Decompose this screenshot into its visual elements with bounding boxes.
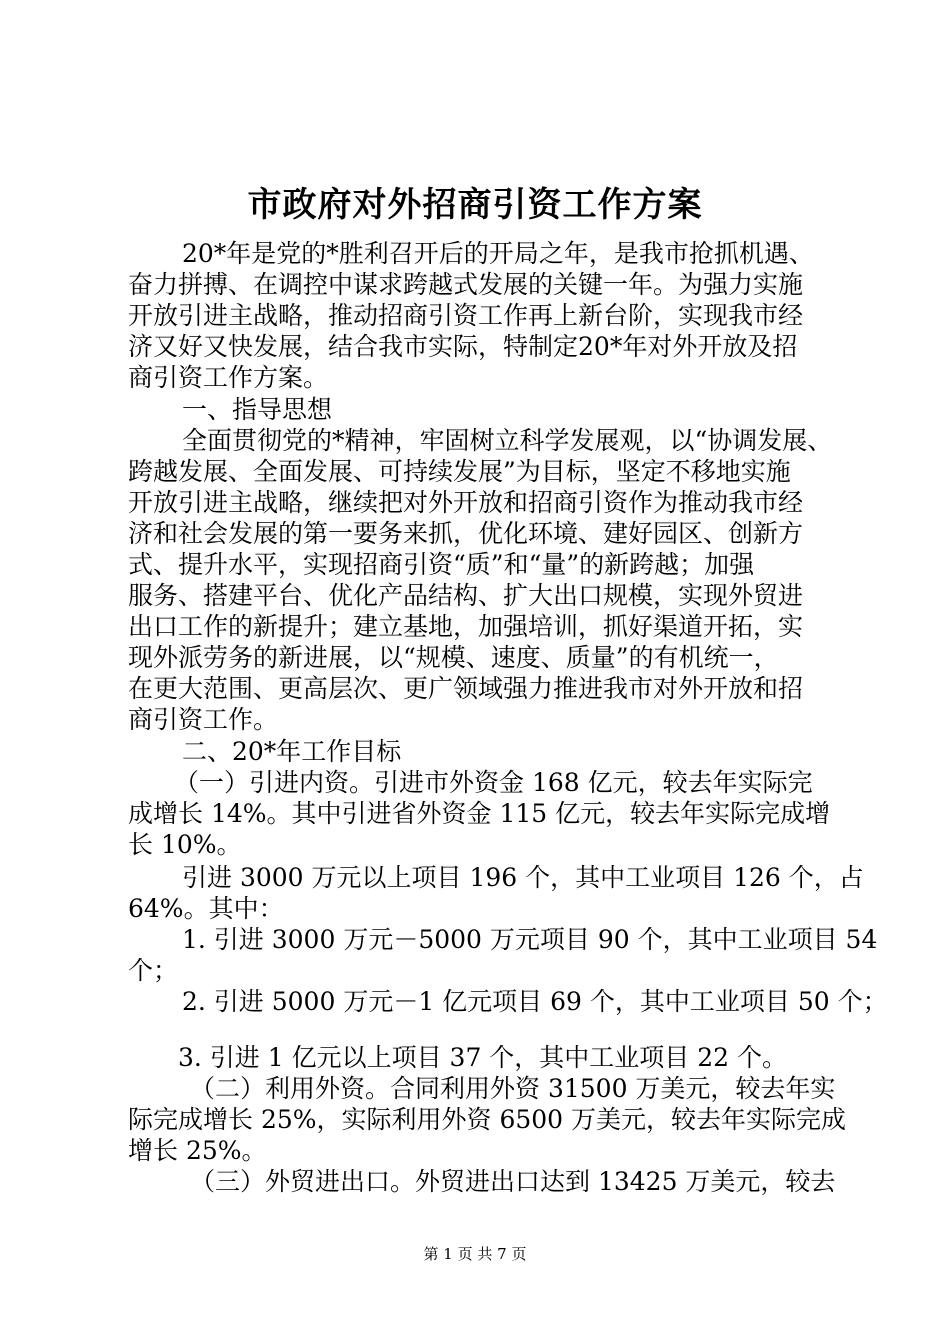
paragraph-line: （一）引进内资。引进市外资金 168 亿元，较去年实际完 [174, 768, 813, 797]
paragraph-line: 一、指导思想 [182, 395, 333, 424]
paragraph-line: 个； [128, 956, 179, 985]
paragraph-line: 全面贯彻党的*精神，牢固树立科学发展观，以“协调发展、 [182, 426, 833, 455]
paragraph-line: 际完成增长 25%，实际利用外资 6500 万美元，较去年实际完成 [128, 1105, 847, 1134]
paragraph-line: 3. 引进 1 亿元以上项目 37 个，其中工业项目 22 个。 [178, 1043, 788, 1072]
paragraph-line: 二、20*年工作目标 [182, 737, 402, 766]
paragraph-line: 出口工作的新提升；建立基地，加强培训，抓好渠道开拓，实 [128, 612, 804, 641]
paragraph-line: 开放引进主战略，继续把对外开放和招商引资作为推动我市经 [128, 488, 804, 517]
paragraph-line: 商引资工作。 [128, 705, 279, 734]
paragraph-line: 成增长 14%。其中引进省外资金 115 亿元，较去年实际完成增 [128, 799, 831, 828]
paragraph-line: 式、提升水平，实现招商引资“质”和“量”的新跨越；加强 [128, 550, 755, 579]
paragraph-line: 引进 3000 万元以上项目 196 个，其中工业项目 126 个，占 [182, 863, 864, 892]
paragraph-line: 跨越发展、全面发展、可持续发展”为目标，坚定不移地实施 [128, 457, 791, 486]
paragraph-line: 现外派劳务的新进展，以“规模、速度、质量”的有机统一， [128, 643, 779, 672]
page-footer: 第 1 页 共 7 页 [423, 1245, 527, 1263]
paragraph-line: 服务、搭建平台、优化产品结构、扩大出口规模，实现外贸进 [128, 581, 804, 610]
paragraph-line: （二）利用外资。合同利用外资 31500 万美元，较去年实 [190, 1074, 836, 1103]
paragraph-line: 2. 引进 5000 万元－1 亿元项目 69 个，其中工业项目 50 个； [182, 987, 888, 1016]
paragraph-line: 奋力拼搏、在调控中谋求跨越式发展的关键一年。为强力实施 [128, 270, 804, 299]
paragraph-line: 增长 25%。 [128, 1136, 267, 1165]
document-title: 市政府对外招商引资工作方案 [247, 185, 703, 225]
paragraph-line: 20*年是党的*胜利召开后的开局之年，是我市抢抓机遇、 [182, 239, 814, 268]
paragraph-line: 商引资工作方案。 [128, 363, 329, 392]
paragraph-line: 长 10%。 [128, 830, 242, 859]
paragraph-line: （三）外贸进出口。外贸进出口达到 13425 万美元，较去 [190, 1167, 836, 1196]
paragraph-line: 1. 引进 3000 万元－5000 万元项目 90 个，其中工业项目 54 [182, 925, 878, 954]
paragraph-line: 开放引进主战略，推动招商引资工作再上新台阶，实现我市经 [128, 301, 804, 330]
paragraph-line: 济和社会发展的第一要务来抓，优化环境、建好园区、创新方 [128, 519, 804, 548]
paragraph-line: 济又好又快发展，结合我市实际，特制定20*年对外开放及招 [128, 332, 798, 361]
paragraph-line: 在更大范围、更高层次、更广领域强力推进我市对外开放和招 [128, 674, 804, 703]
paragraph-line: 64%。其中： [128, 894, 284, 923]
